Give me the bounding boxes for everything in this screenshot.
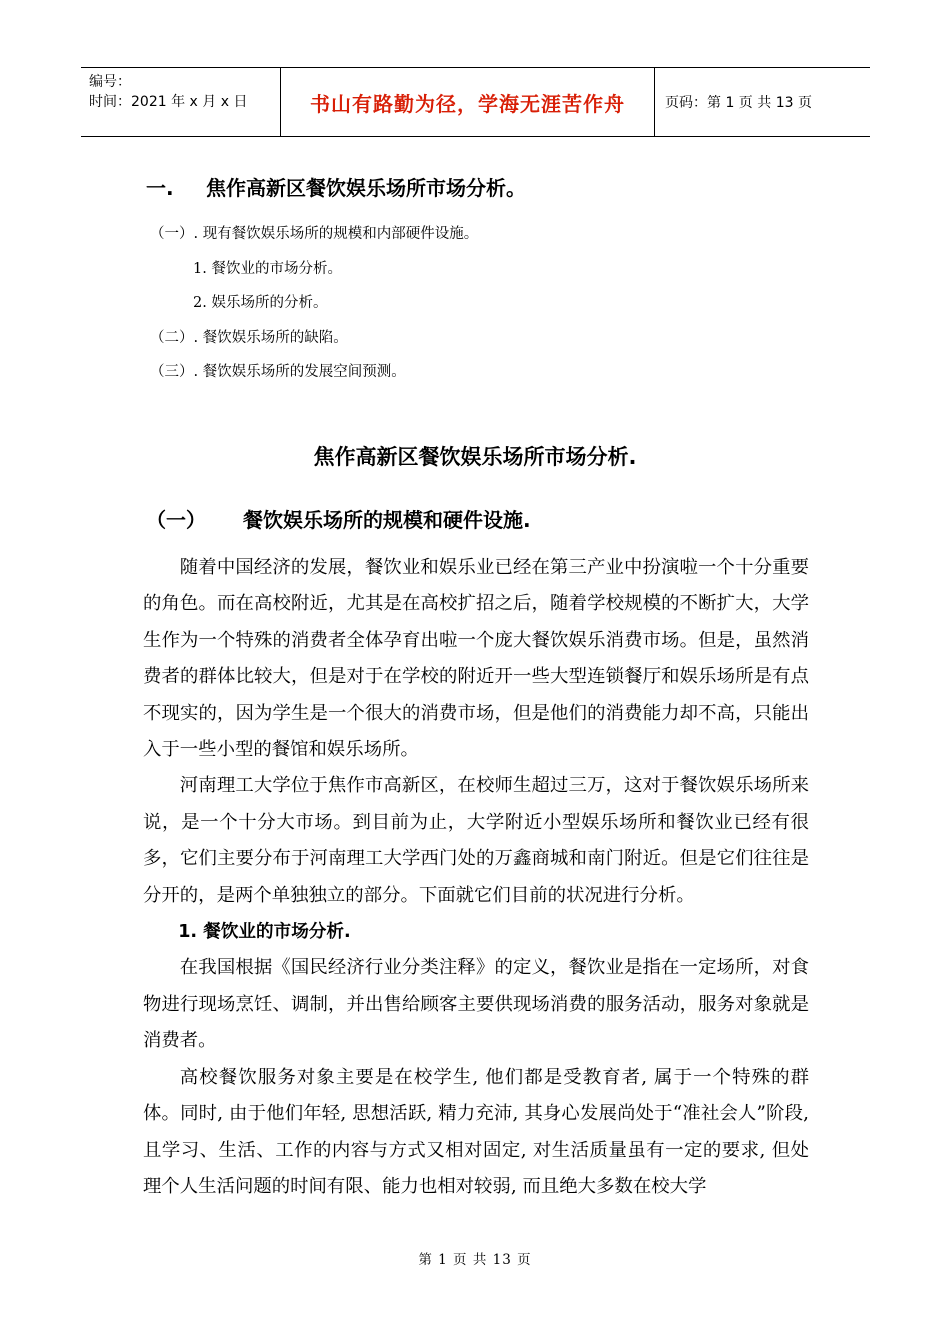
toc-item: （三）. 餐饮娱乐场所的发展空间预测。 [150,364,406,380]
outline-heading [146,172,526,201]
toc-item: 1. 餐饮业的市场分析。 [193,261,342,277]
page-footer: 第 1 页 共 13 页 [418,1252,532,1268]
section-title: 餐饮娱乐场所的规模和硬件设施. [243,508,531,532]
paragraph: 高校餐饮服务对象主要是在校学生, 他们都是受教育者, 属于一个特殊的群体。同时, 由于他们年轻, 思想活跃, 精力充沛, 其身心发展尚处于“准社会人”阶段, 且学习、生活、工作的内容与方式又相对固定, 对生活质量虽有一定的要求, 但处理个人生活问题的时间有限、能力也相对较弱, 而且绝大多数在校大学 [143,1066,809,1197]
document-header [81,67,870,137]
paragraph: 在我国根据《国民经济行业分类注释》的定义，餐饮业是指在一定场所，对食物进行现场烹饪、调制，并出售给顾客主要供现场消费的服务活动，服务对象就是消费者。 [143,957,809,1052]
section-number: （一） [146,508,206,532]
header-meta [81,68,281,136]
toc-item: （二）. 餐饮娱乐场所的缺陷。 [150,330,348,346]
toc-item: （一）. 现有餐饮娱乐场所的规模和内部硬件设施。 [150,226,479,242]
code-label: 编号： [89,74,131,90]
outline-number: 一. [146,176,174,200]
time-label: 时间：2021 年 x 月 x 日 [89,94,248,110]
subsection-heading: 1. 餐饮业的市场分析. [178,922,351,943]
header-page-info: 页码：第 1 页 共 13 页 [665,95,812,111]
body-text [143,550,809,1205]
toc-item: 2. 娱乐场所的分析。 [193,295,328,311]
document-title: 焦作高新区餐饮娱乐场所市场分析. [313,445,637,469]
paragraph: 随着中国经济的发展，餐饮业和娱乐业已经在第三产业中扮演啦一个十分重要的角色。而在高校附近，尤其是在高校扩招之后，随着学校规模的不断扩大，大学生作为一个特殊的消费者全体孕育出啦一个庞大餐饮娱乐消费市场。但是，虽然消费者的群体比较大，但是对于在学校的附近开一些大型连锁餐厅和娱乐场所是有点不现实的，因为学生是一个很大的消费市场，但是他们的消费能力却不高，只能出入于一些小型的餐馆和娱乐场所。 [143,557,809,761]
outline-title: 焦作高新区餐饮娱乐场所市场分析。 [206,176,526,200]
section-heading [146,504,531,533]
header-motto: 书山有路勤为径，学海无涯苦作舟 [281,68,655,136]
paragraph: 河南理工大学位于焦作市高新区，在校师生超过三万，这对于餐饮娱乐场所来说，是一个十分大市场。到目前为止，大学附近小型娱乐场所和餐饮业已经有很多，它们主要分布于河南理工大学西门处的万鑫商城和南门附近。但是它们往往是分开的，是两个单独独立的部分。下面就它们目前的状况进行分析。 [143,775,809,906]
